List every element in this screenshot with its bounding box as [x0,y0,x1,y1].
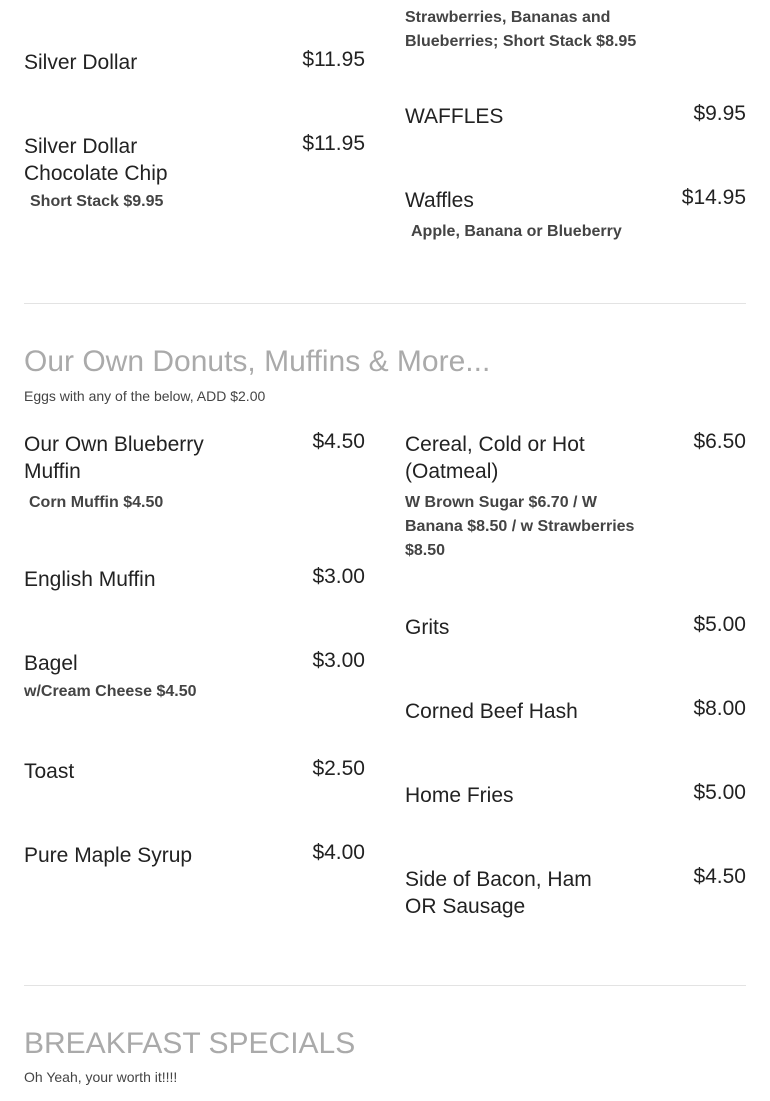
menu-item [405,187,746,244]
item-price: $5.00 [693,781,746,804]
section-title: BREAKFAST SPECIALS [24,1027,356,1060]
item-description: Short Stack $9.95 [30,193,164,210]
item-price: $3.00 [312,565,365,588]
section-title: Our Own Donuts, Muffins & More... [24,345,491,378]
item-name: Silver Dollar Chocolate Chip [24,135,168,185]
item-name: Home Fries [405,784,514,807]
item-name: Toast [24,760,75,783]
menu-item [24,842,365,869]
item-name: Side of Bacon, Ham OR Sausage [405,868,592,918]
item-price: $4.50 [693,865,746,888]
menu-item [405,614,746,641]
item-name: Grits [405,616,450,639]
item-price: $5.00 [693,613,746,636]
item-price: $2.50 [312,757,365,780]
menu-item [24,650,365,704]
section-subtitle: Oh Yeah, your worth it!!!! [24,1069,178,1085]
item-description: Corn Muffin $4.50 [29,494,164,511]
item-name: WAFFLES [405,105,504,128]
item-description: w/Cream Cheese $4.50 [24,683,197,700]
item-description: Apple, Banana or Blueberry [411,223,622,240]
section-divider [24,985,746,986]
item-name: Silver Dollar [24,51,138,74]
item-price: $14.95 [681,186,746,209]
section-divider [24,303,746,304]
item-name: Our Own Blueberry Muffin [24,433,204,483]
menu-item [405,698,746,725]
menu-item [24,431,365,515]
menu-item [24,758,365,785]
item-price: $11.95 [302,132,365,155]
item-price: $9.95 [693,102,746,125]
item-name: Corned Beef Hash [405,700,578,723]
menu-item [24,566,365,593]
item-description: W Brown Sugar $6.70 / W Banana $8.50 / w Strawberries $8.50 [405,494,635,559]
menu-item [405,431,746,563]
menu-item-partial [405,6,746,54]
item-price: $8.00 [693,697,746,720]
item-price: $4.00 [312,841,365,864]
item-name: English Muffin [24,568,156,591]
item-name: Cereal, Cold or Hot (Oatmeal) [405,433,585,483]
item-description: Strawberries, Bananas and Blueberries; Short Stack $8.95 [405,9,637,50]
item-name: Waffles [405,189,474,212]
item-name: Bagel [24,652,78,675]
menu-item [24,49,365,76]
item-price: $4.50 [312,430,365,453]
item-price: $11.95 [302,48,365,71]
menu-item [405,866,746,920]
menu-item [405,782,746,809]
item-price: $6.50 [693,430,746,453]
menu-item [405,103,746,130]
item-price: $3.00 [312,649,365,672]
menu-item [24,133,365,214]
item-name: Pure Maple Syrup [24,844,193,867]
section-subtitle: Eggs with any of the below, ADD $2.00 [24,388,266,404]
